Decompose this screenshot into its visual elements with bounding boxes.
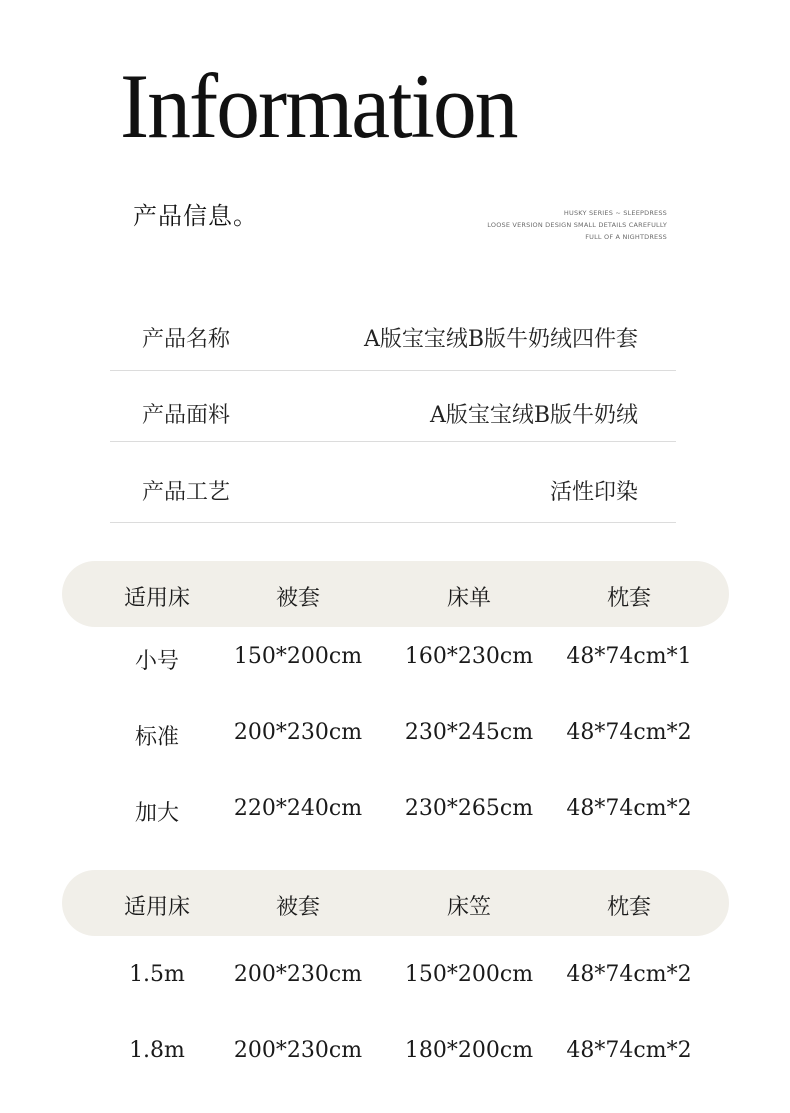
table-cell: 160*230cm [404,644,534,669]
table-row [62,779,729,855]
info-row-process [110,442,676,523]
table-cell: 200*230cm [233,962,363,987]
table-cell: 220*240cm [233,796,363,821]
table-cell: 48*74cm*2 [566,962,692,987]
info-value: A版宝宝绒B版牛奶绒 [429,403,638,428]
table-cell: 小号 [134,649,179,674]
table-row [62,1012,729,1088]
table-cell: 48*74cm*2 [566,1038,692,1063]
table-cell: 200*230cm [233,1038,363,1063]
tagline-line: FULL OF A NIGHTDRESS [585,233,667,241]
tagline-line: LOOSE VERSION DESIGN SMALL DETAILS CAREFULLY [487,221,667,229]
info-value: 活性印染 [549,480,638,505]
info-label: 产品名称 [142,327,231,352]
table-header [62,561,729,627]
table-cell: 48*74cm*1 [566,644,692,669]
table-cell: 180*200cm [404,1038,534,1063]
header-cell: 枕套 [606,895,651,920]
header-cell: 适用床 [123,895,190,920]
info-row-fabric [110,371,676,442]
table-cell: 200*230cm [233,720,363,745]
info-value: A版宝宝绒B版牛奶绒四件套 [363,327,638,352]
table-row [62,703,729,779]
table-cell: 1.8m [129,1038,185,1063]
table-cell: 48*74cm*2 [566,720,692,745]
table-cell: 150*200cm [233,644,363,669]
table-cell: 1.5m [129,962,185,987]
table-cell: 标准 [134,725,179,750]
table-cell: 48*74cm*2 [566,796,692,821]
table-row [62,936,729,1012]
section-subtitle: 产品信息。 [133,202,258,230]
page-title: Information [120,55,517,157]
header-cell: 被套 [275,895,320,920]
table-cell: 230*265cm [404,796,534,821]
table-row [62,627,729,703]
header-cell: 被套 [275,586,320,611]
table-cell: 加大 [134,801,179,826]
tagline [487,207,667,243]
info-label: 产品工艺 [142,480,231,505]
header-cell: 适用床 [123,586,190,611]
size-table-fitted [62,870,729,1088]
table-cell: 230*245cm [404,720,534,745]
header-cell: 枕套 [606,586,651,611]
info-row-name [110,300,676,371]
product-info-list [110,300,676,523]
tagline-line: HUSKY SERIES ~ SLEEPDRESS [563,209,667,217]
table-cell: 150*200cm [404,962,534,987]
table-header [62,870,729,936]
header-cell: 床单 [446,586,491,611]
size-table-sheet [62,561,729,855]
header-cell: 床笠 [446,895,491,920]
info-label: 产品面料 [142,403,231,428]
